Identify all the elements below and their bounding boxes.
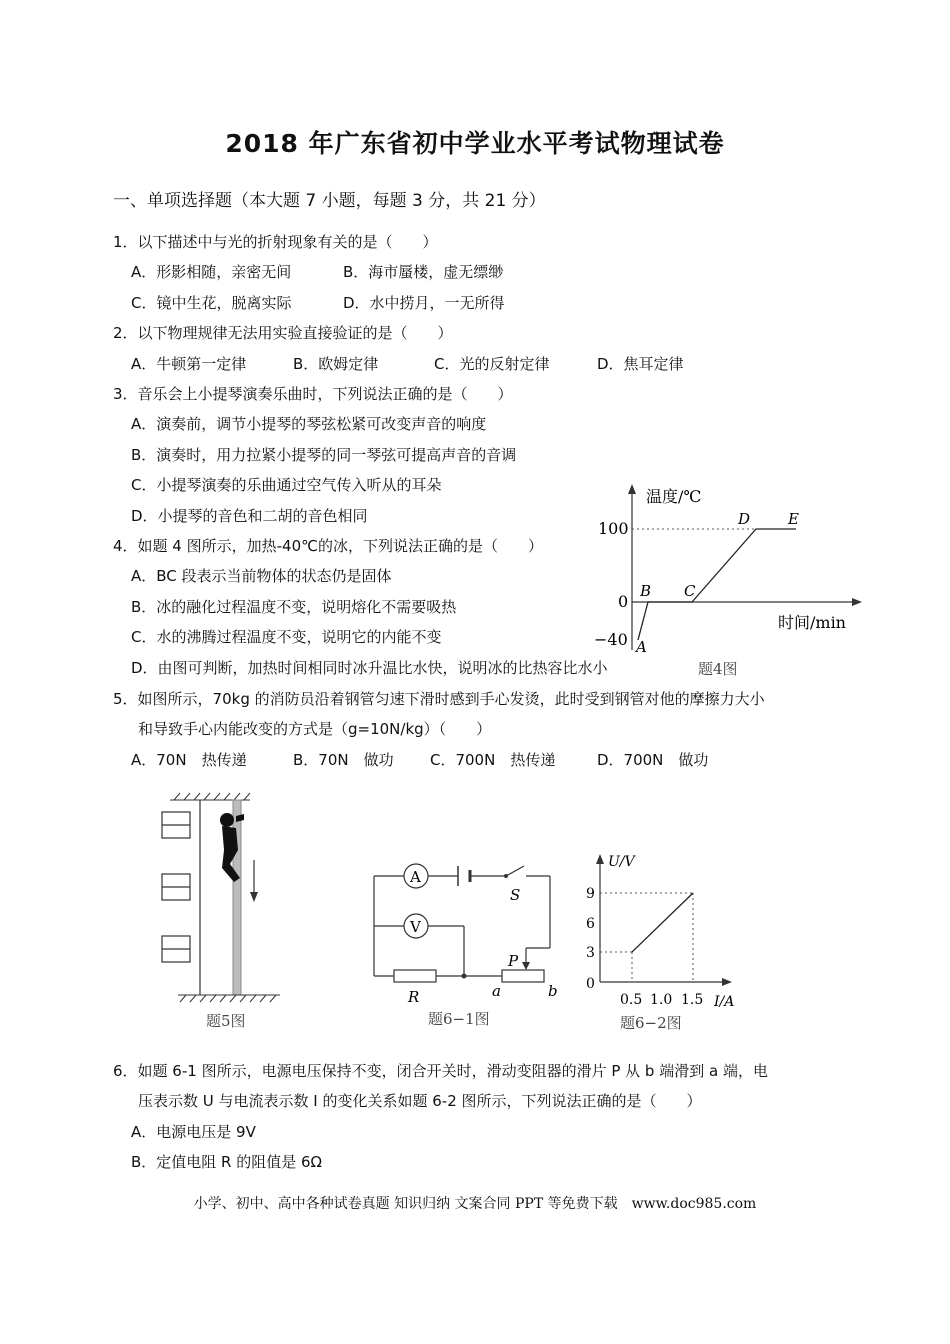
fig62-xtick-10: 1.0 [650,992,673,1008]
fig4-ylabel: 温度/℃ [646,487,702,506]
question-3-stem: 3．音乐会上小提琴演奏乐曲时，下列说法正确的是（ ） [113,385,513,403]
fig61-switch-pivot [504,874,508,878]
q4-option-d: D．由图可判断，加热时间相同时冰升温比水快，说明冰的比热容比水小 [131,659,608,677]
q1-option-a: A．形影相随，亲密无间 [131,263,292,281]
fig4-tick-0: 0 [618,592,629,611]
q1-option-b: B．海市蜃楼，虚无缥缈 [343,263,504,281]
q2-option-c: C．光的反射定律 [434,355,550,373]
q5-option-b: B．70N 做功 [293,751,394,769]
fig61-end-a: a [492,982,501,1000]
figure-5-firefighter [150,790,310,1030]
fig61-rheostat [502,970,544,982]
fig4-x-arrow [852,598,862,606]
fig61-ammeter-label: A [410,868,421,886]
question-5-stem-cont: 和导致手心内能改变的方式是（g=10N/kg）（ ） [138,720,492,738]
fig4-point-c: C [684,582,696,600]
fig61-slider-label: P [508,952,519,970]
fig61-wires [374,876,550,976]
fig61-switch-label: S [510,886,521,904]
question-6-stem: 6．如题 6-1 图所示，电源电压保持不变，闭合开关时，滑动变阻器的滑片 P 从 b 端滑到 a 端，电 [113,1062,768,1080]
fig5-ceiling [170,793,250,800]
fig4-point-a: A [636,638,647,656]
fig4-tick-100: 100 [598,519,629,538]
q2-option-b: B．欧姆定律 [293,355,379,373]
fig61-voltmeter-label: V [410,918,421,936]
figure-6-2-graph [580,848,750,1033]
fig4-tick-minus40: −40 [594,630,628,649]
fig61-slider-arrow [522,962,530,970]
fig62-ytick-6: 6 [586,916,595,932]
fig61-junction [462,974,467,979]
fig5-windows [162,812,190,962]
q1-option-d: D．水中捞月，一无所得 [343,294,505,312]
fig62-ytick-0: 0 [586,976,595,992]
page-title: 2018 年广东省初中学业水平考试物理试卷 [225,129,725,158]
q3-option-a: A．演奏前，调节小提琴的琴弦松紧可改变声音的响度 [131,415,487,433]
fig5-floor [178,995,280,1002]
q2-option-d: D．焦耳定律 [597,355,684,373]
q3-option-d: D．小提琴的音色和二胡的音色相同 [131,507,368,525]
q4-option-c: C．水的沸腾过程温度不变，说明它的内能不变 [131,628,442,646]
fig61-switch-blade [506,866,524,876]
q6-option-b: B．定值电阻 R 的阻值是 6Ω [131,1153,323,1171]
question-4-stem: 4．如题 4 图所示，加热-40℃的冰，下列说法正确的是（ ） [113,537,543,555]
fig62-xtick-15: 1.5 [681,992,704,1008]
fig62-xlabel: I/A [714,994,735,1010]
fig62-x-arrow [722,978,732,986]
question-6-stem-cont: 压表示数 U 与电流表示数 I 的变化关系如题 6-2 图所示，下列说法正确的是（ ） [138,1092,702,1110]
q5-option-c: C．700N 热传递 [430,751,556,769]
section-heading: 一、单项选择题（本大题 7 小题，每题 3 分，共 21 分） [113,191,546,211]
fig61-end-b: b [548,982,558,1000]
fig61-resistor [394,970,436,982]
fig4-curve [638,529,796,640]
question-5-stem: 5．如图所示，70kg 的消防员沿着钢管匀速下滑时感到手心发烫，此时受到钢管对他的摩擦力大小 [113,690,765,708]
fig62-ytick-3: 3 [586,945,595,961]
q1-option-c: C．镜中生花，脱离实际 [131,294,292,312]
q4-option-b: B．冰的融化过程温度不变，说明熔化不需要吸热 [131,598,457,616]
q5-option-d: D．700N 做功 [597,751,709,769]
figure-6-1-circuit [360,840,570,1030]
fig4-point-e: E [788,510,799,528]
fig4-y-arrow [628,484,636,494]
fig4-point-b: B [640,582,652,600]
fig4-point-d: D [738,510,751,528]
fig4-caption: 题4图 [698,660,738,678]
q3-option-c: C．小提琴演奏的乐曲通过空气传入听从的耳朵 [131,476,442,494]
fig5-down-arrowhead [250,892,258,902]
fig5-caption: 题5图 [206,1012,246,1030]
fig62-ytick-9: 9 [586,886,595,902]
question-2-stem: 2．以下物理规律无法用实验直接验证的是（ ） [113,324,453,342]
fig62-ylabel: U/V [608,854,635,870]
fig61-resistor-label: R [408,988,420,1006]
fig4-xlabel: 时间/min [778,613,846,632]
q4-option-a: A．BC 段表示当前物体的状态仍是固体 [131,567,392,585]
fig62-line [632,893,693,952]
fig62-caption: 题6−2图 [620,1014,682,1032]
fig62-xtick-05: 0.5 [620,992,643,1008]
q6-option-a: A．电源电压是 9V [131,1123,256,1141]
question-1-stem: 1．以下描述中与光的折射现象有关的是（ ） [113,233,438,251]
fig61-caption: 题6−1图 [428,1010,490,1028]
fig62-y-arrow [596,854,604,864]
q2-option-a: A．牛顿第一定律 [131,355,247,373]
q3-option-b: B．演奏时，用力拉紧小提琴的同一琴弦可提高声音的音调 [131,446,517,464]
figure-4-graph [588,480,868,680]
page-footer: 小学、初中、高中各种试卷真题 知识归纳 文案合同 PPT 等免费下载 www.doc985.com [193,1196,757,1212]
q5-option-a: A．70N 热传递 [131,751,247,769]
